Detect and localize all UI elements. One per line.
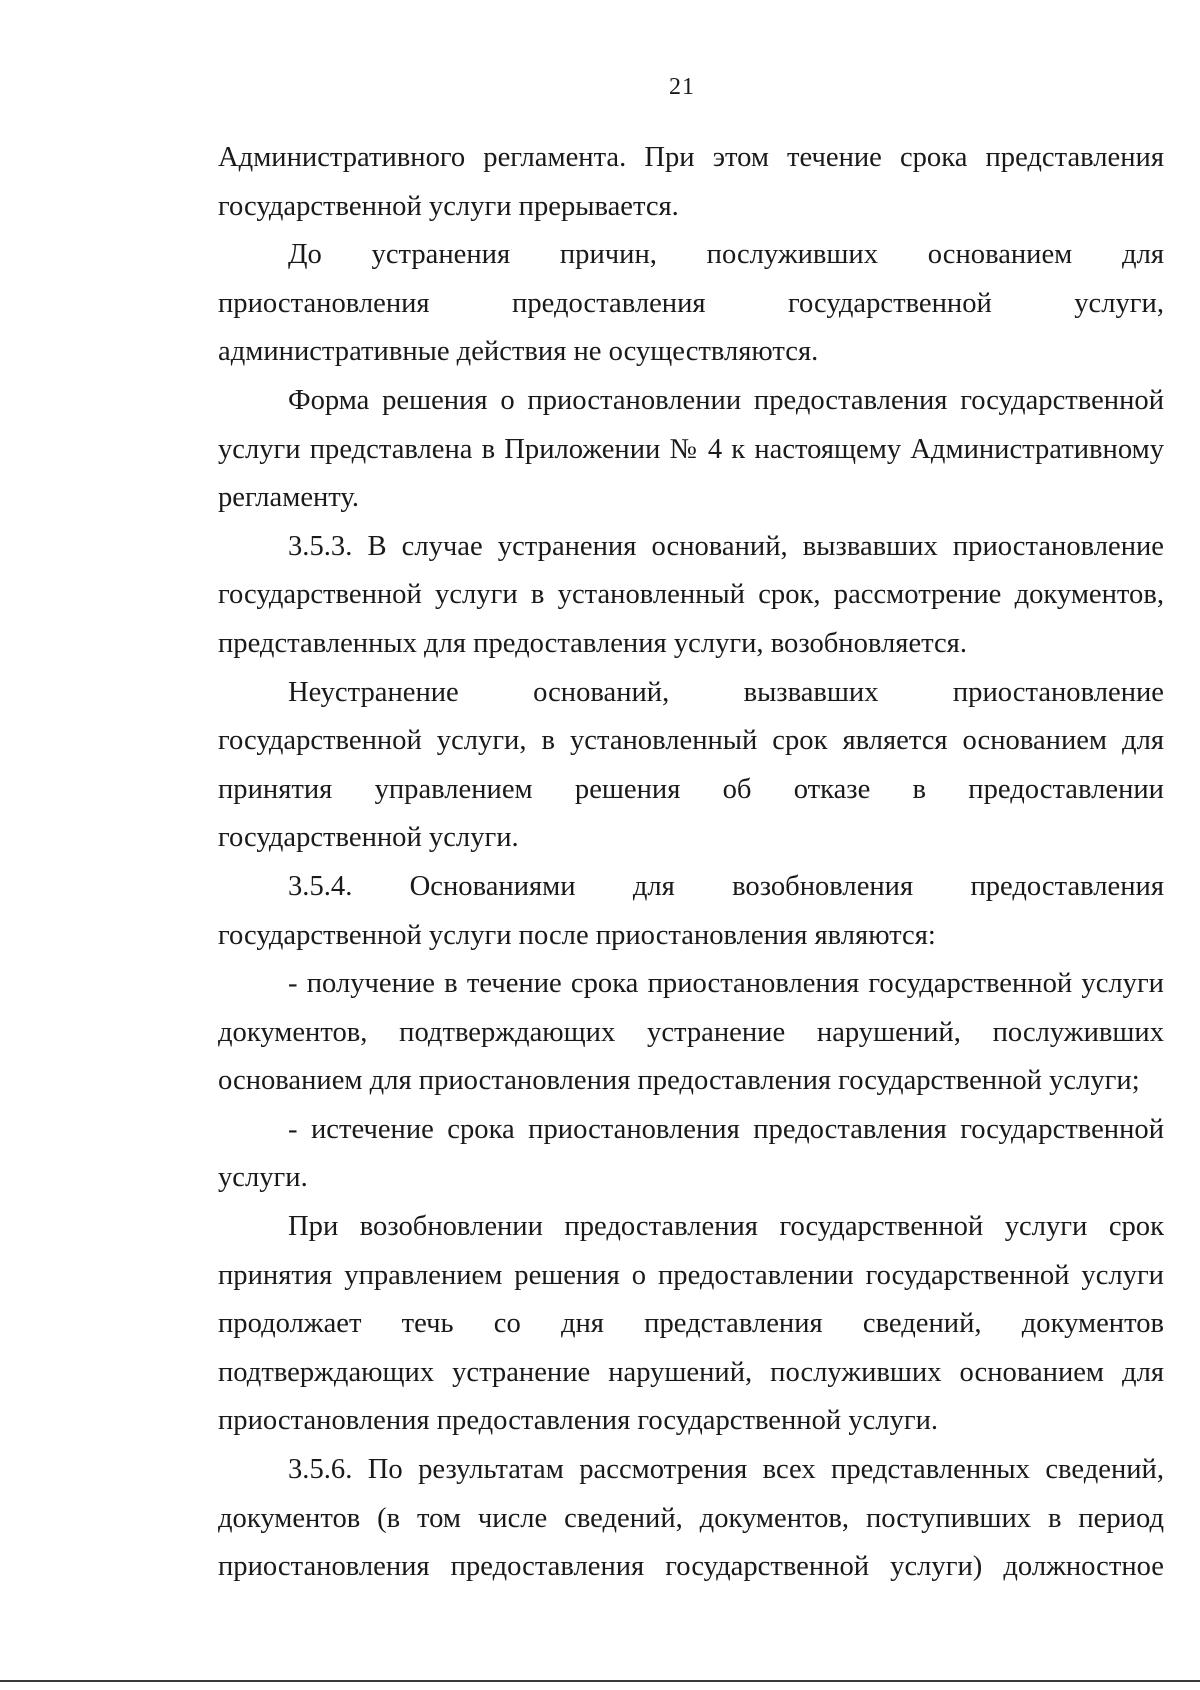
paragraph-8: 3.5.6. По результатам рассмотрения всех представленных сведений, документов (в том числе сведений, документов, поступивших в период приостановления предоставления государственной услуги) должностное — [218, 1454, 1164, 1583]
page-bottom-rule — [0, 1680, 1200, 1682]
paragraph-4: 3.5.3. В случае устранения оснований, вызвавших приостановление государственной услуги в установленный срок, рассмотрение документов, представленных для предоставления услуги, возобновляется. — [218, 530, 1164, 659]
list-item-2: - истечение срока приостановления предоставления государственной услуги. — [218, 1113, 1164, 1194]
paragraph-1: Административного регламента. При этом течение срока представления государственной услуги прерывается. — [218, 142, 1164, 222]
paragraph-3: Форма решения о приостановлении предоставления государственной услуги представлена в Приложении № 4 к настоящему Административному регламенту. — [218, 384, 1164, 514]
paragraph-2: До устранения причин, послуживших основанием для приостановления предоставления государственной услуги, административные действия не осуществляются. — [218, 239, 1164, 368]
page-number: 21 — [669, 74, 695, 100]
document-body — [218, 134, 1164, 1592]
paragraph-6: 3.5.4. Основаниями для возобновления предоставления государственной услуги после приостановления являются: — [218, 870, 1164, 951]
paragraph-5: Неустранение оснований, вызвавших приостановление государственной услуги, в установленный срок является основанием для принятия управлением решения об отказе в предоставлении государственной услуги. — [218, 676, 1164, 854]
list-item-1: - получение в течение срока приостановления государственной услуги документов, подтверждающих устранение нарушений, послуживших основанием для приостановления предоставления государственной услуги; — [218, 968, 1164, 1097]
paragraph-7: При возобновлении предоставления государственной услуги срок принятия управлением решения о предоставлении государственной услуги продолжает течь со дня представления сведений, документов подтверждающих устранение нарушений, послуживших основанием для приостановления предоставления государственной услуги. — [218, 1211, 1164, 1437]
